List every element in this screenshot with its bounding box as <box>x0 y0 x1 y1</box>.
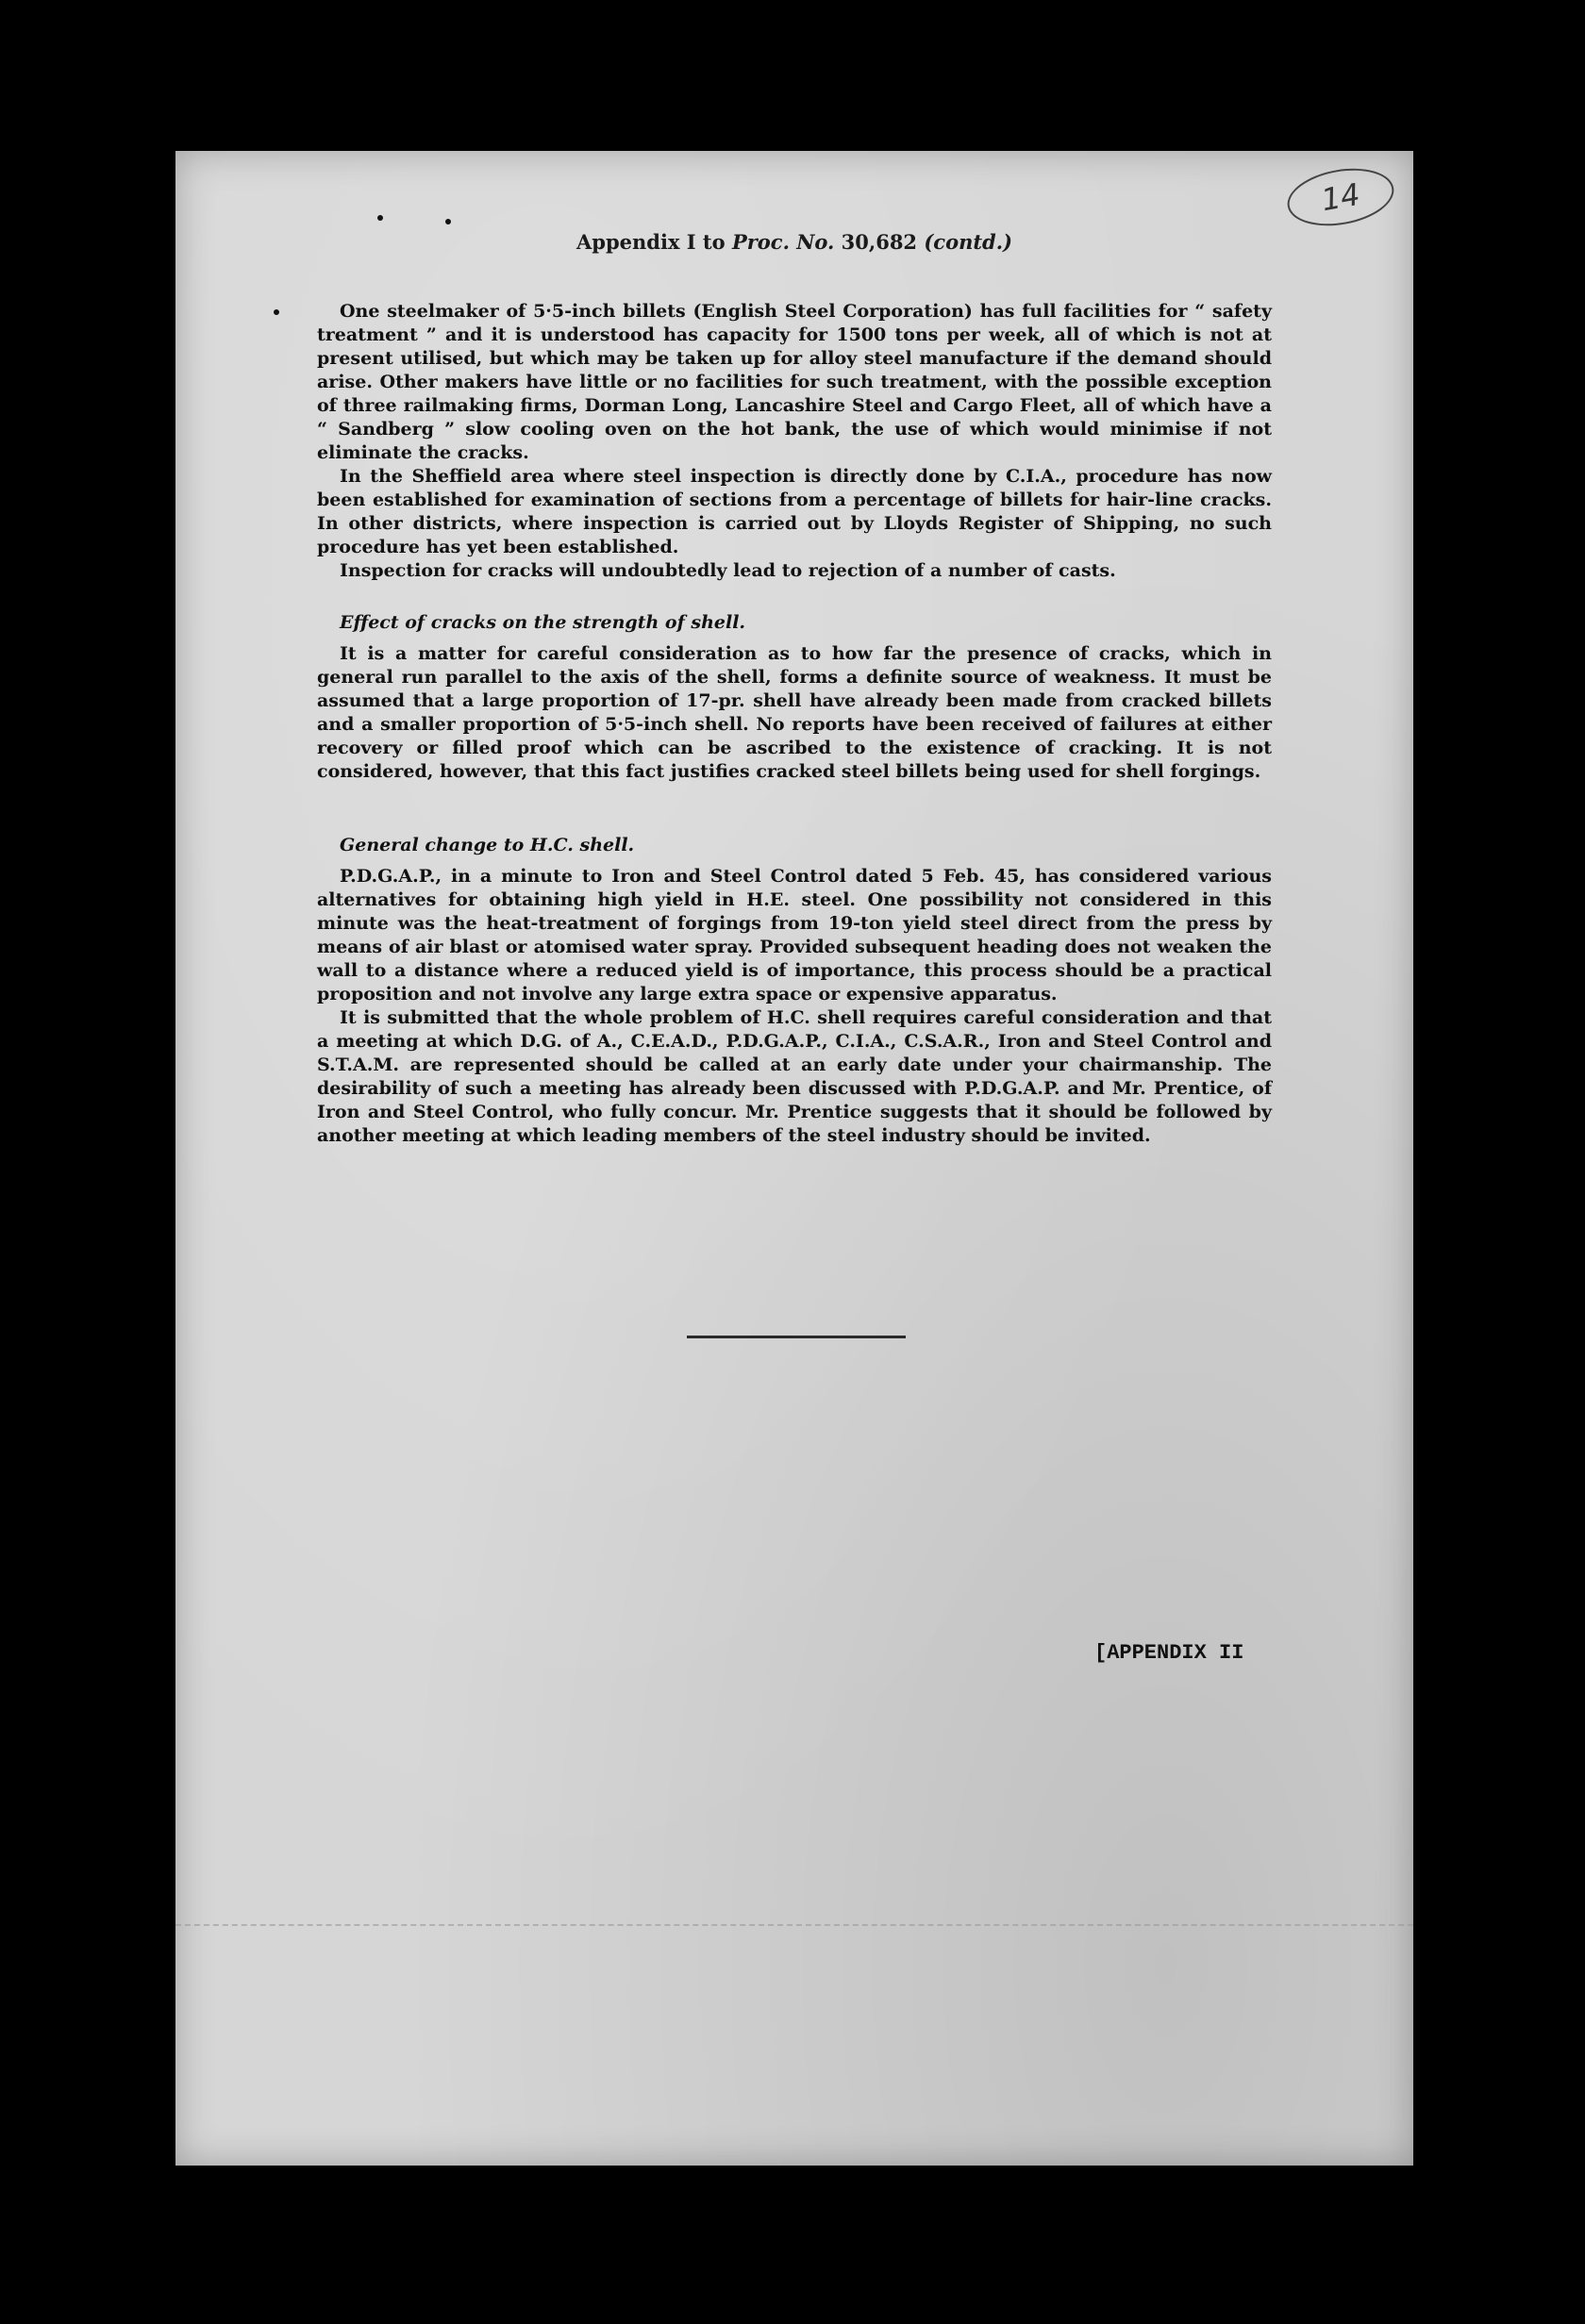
section-heading: General change to H.C. shell. <box>340 835 635 855</box>
divider-rule <box>687 1336 906 1338</box>
header-suffix: (contd.) <box>924 230 1012 254</box>
intro-section <box>317 300 1272 583</box>
appendix-catchword: [APPENDIX II <box>1094 1641 1244 1665</box>
page-header <box>175 230 1413 254</box>
header-prefix: Appendix I to <box>576 230 732 254</box>
document-page <box>175 151 1413 2166</box>
ink-mark <box>377 215 383 221</box>
ink-mark <box>274 309 279 315</box>
ink-mark <box>445 219 451 224</box>
section-effect-of-cracks <box>317 611 1272 784</box>
paragraph: It is a matter for careful consideration as to how far the presence of cracks, which in general run parallel to the axis of the shell, forms a definite source of weakness. It must be assumed that a large proportion of 17-pr. shell have already been made from cracked billets and a smaller proportion of 5·5-inch shell. No reports have been received of failures at either recovery or filled proof which can be ascribed to the existence of cracking. It is not considered, however, that this fact justifies cracked steel billets being used for shell forgings. <box>317 643 1272 782</box>
section-general-change <box>317 834 1272 1148</box>
header-ref-italic: Proc. No. <box>731 230 835 254</box>
section-heading: Effect of cracks on the strength of shell. <box>340 612 746 633</box>
fold-line <box>175 1924 1413 1926</box>
paragraph: One steelmaker of 5·5-inch billets (English Steel Corporation) has full facilities for “ safety treatment ” and it is understood has capacity for 1500 tons per week, all of which is not at present utilised, but which may be taken up for alloy steel manufacture if the demand should arise. Other makers have little or no facilities for such treatment, with the possible exception of three railmaking firms, Dorman Long, Lancashire Steel and Cargo Fleet, all of which have a “ Sandberg ” slow cooling oven on the hot bank, the use of which would minimise if not eliminate the cracks. <box>317 301 1272 463</box>
paragraph: It is submitted that the whole problem of H.C. shell requires careful consideration and that a meeting at which D.G. of A., C.E.A.D., P.D.G.A.P., C.I.A., C.S.A.R., Iron and Steel Control and S.T.A.M. are represented should be called at an early date under your chairmanship. The desirability of such a meeting has already been discussed with P.D.G.A.P. and Mr. Prentice, of Iron and Steel Control, who fully concur. Mr. Prentice suggests that it should be followed by another meeting at which leading members of the steel industry should be invited. <box>317 1007 1272 1146</box>
handwritten-page-number: 14 <box>1283 161 1398 234</box>
paragraph: P.D.G.A.P., in a minute to Iron and Steel Control dated 5 Feb. 45, has considered various alternatives for obtaining high yield in H.E. steel. One possibility not considered in this minute was the heat-treatment of forgings from 19-ton yield steel direct from the press by means of air blast or atomised water spray. Provided subsequent heading does not weaken the wall to a distance where a reduced yield is of importance, this process should be a practical proposition and not involve any large extra space or expensive apparatus. <box>317 866 1272 1004</box>
header-ref-number: 30,682 <box>834 230 925 254</box>
paragraph: Inspection for cracks will undoubtedly lead to rejection of a number of casts. <box>340 560 1116 581</box>
paragraph: In the Sheffield area where steel inspection is directly done by C.I.A., procedure has now been established for examination of sections from a percentage of billets for hair-line cracks. In other districts, where inspection is carried out by Lloyds Register of Shipping, no such procedure has yet been established. <box>317 466 1272 557</box>
